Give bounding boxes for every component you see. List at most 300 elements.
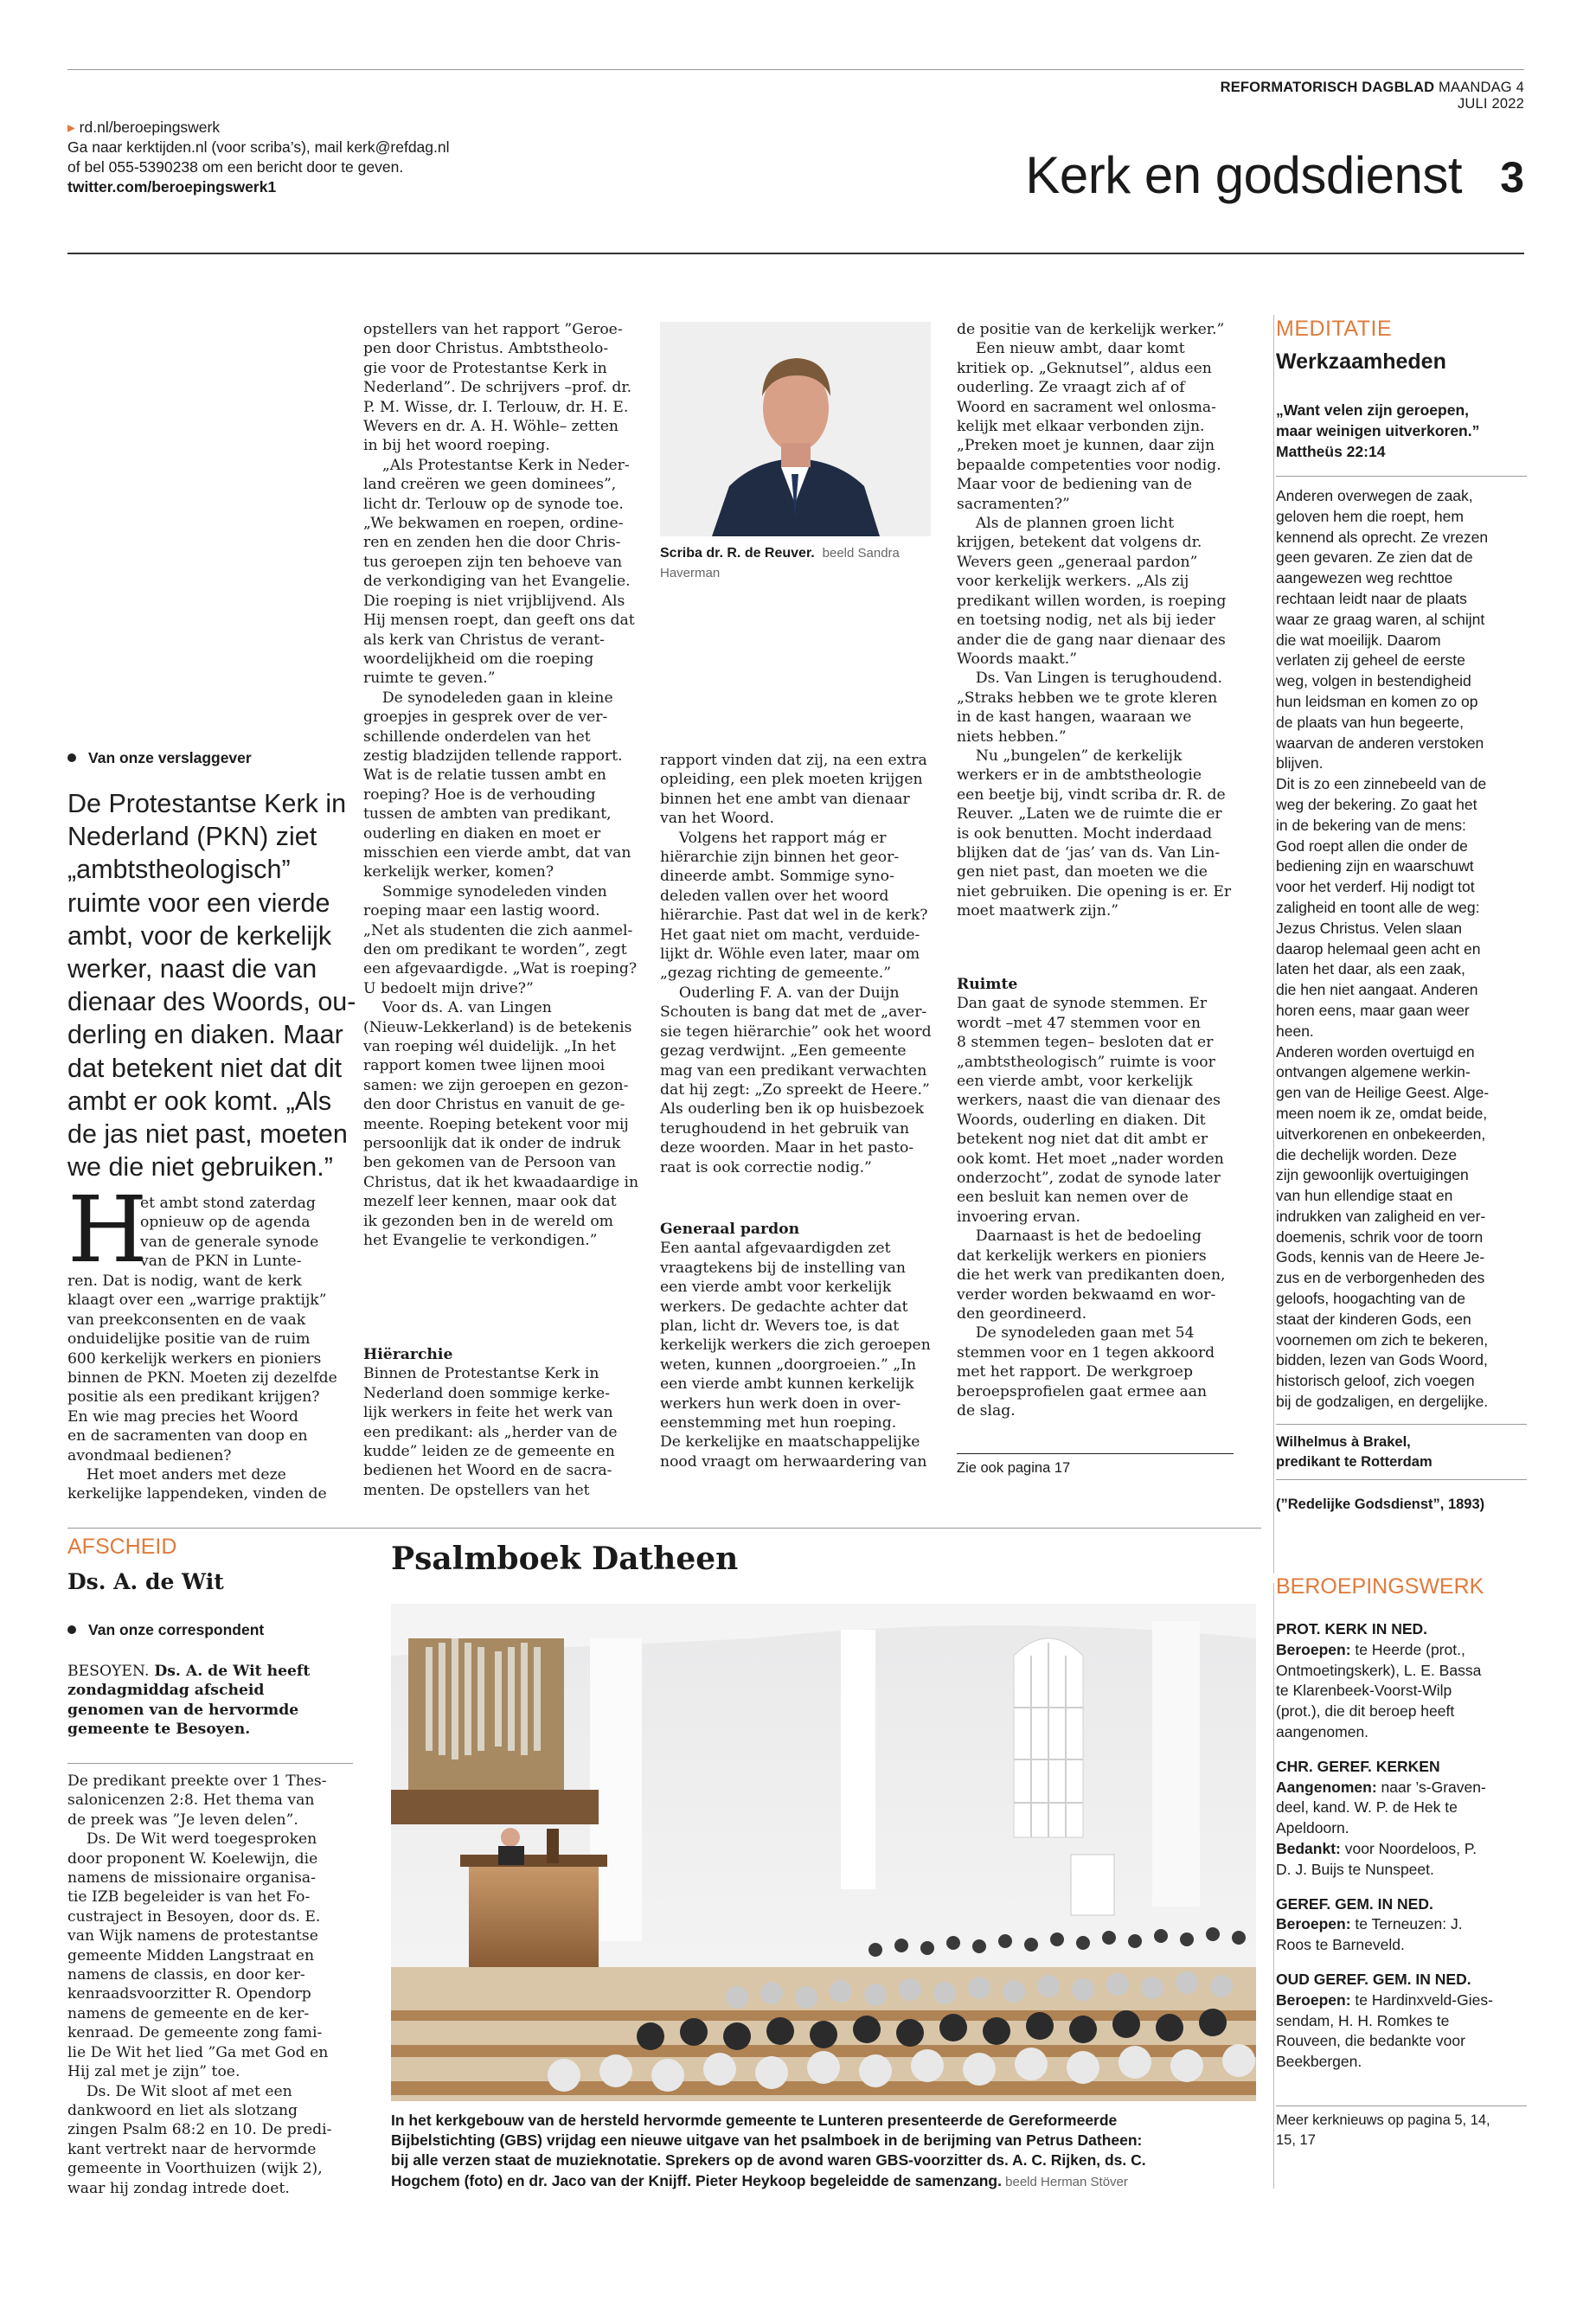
meditatie-line: Gods, kennis van de Heere Je-	[1276, 1248, 1485, 1266]
text-line: De predikant preekte over 1 Thes-	[67, 1772, 327, 1790]
beroepingswerk-line: Ontmoetingskerk), L. E. Bassa	[1276, 1661, 1482, 1679]
text-line: met het rapport. De werkgroep	[957, 1363, 1193, 1381]
text-line: wordt –met 47 stemmen voor en	[957, 1014, 1201, 1032]
meditatie-line: geloofs, hoogachting van de	[1276, 1290, 1465, 1308]
meditatie-line: Jezus Christus. Velen slaan	[1276, 919, 1462, 937]
page-number: 3	[1500, 153, 1524, 202]
meditatie-line: daarop helemaal geen acht en	[1276, 939, 1481, 958]
meditatie-line: laten het daar, als een zaak,	[1276, 960, 1465, 978]
text-line: bedienen het Woord en de sacra-	[363, 1462, 612, 1480]
text-line: Volgens het rapport mág er	[660, 829, 887, 847]
text-line: namens de gemeente en de ker-	[67, 2004, 310, 2022]
masthead: REFORMATORISCH DAGBLAD	[1220, 80, 1435, 95]
text-line: deleden vallen over het woord	[660, 887, 889, 905]
article-column-4b	[957, 966, 1242, 1420]
text-line: klaagt over een „warrige praktijk”	[67, 1292, 327, 1310]
text-line: Nederland doen sommige kerke-	[363, 1384, 611, 1402]
contact-line-1: Ga naar kerktijden.nl (voor scriba’s), mail kerk@refdag.nl	[67, 138, 450, 156]
lead-line: „ambtstheologisch”	[67, 855, 291, 885]
text-line: van de generale synode	[140, 1233, 319, 1251]
text-line: Ds. De Wit werd toegesproken	[67, 1830, 317, 1849]
meditatie-line: zijn gewoonlijk overtuigingen	[1276, 1166, 1469, 1184]
text-line: licht dr. Terlouw op de synode toe.	[363, 495, 624, 513]
text-line: „Net als studenten die zich aanmel-	[363, 921, 633, 939]
text-line: ik gezonden ben in de wereld om	[363, 1212, 613, 1230]
text-line: niet gebruiken. Die opening is er. Er	[957, 882, 1232, 901]
meditatie-line: weg, volgen in bestendigheid	[1276, 672, 1471, 690]
church-name: GEREF. GEM. IN NED.	[1276, 1894, 1433, 1913]
text-line: beroepsprofielen gaat ermee aan	[957, 1382, 1208, 1400]
text-line: werkers. De gedachte achter dat	[660, 1298, 908, 1316]
text-line: werkers, naast die van dienaar des	[957, 1092, 1221, 1110]
meditatie-line: ontvangen algemene werkin-	[1276, 1063, 1471, 1081]
meditatie-line: die dechelijk worden. Deze	[1276, 1145, 1458, 1163]
meditatie-line: van hun ellendige staat en	[1276, 1187, 1453, 1205]
text-line: ander die de gang naar dienaar des	[957, 631, 1226, 649]
meditatie-line: historisch geloof, zich voegen	[1276, 1372, 1475, 1390]
text-line: lijk werkers in feite het werk van	[363, 1404, 613, 1422]
text-line: „gezag richting de gemeente.”	[660, 965, 892, 983]
meditatie-line: voor het verderf. Hij nodigt tot	[1276, 878, 1475, 896]
text-line: in bij het woord roeping.	[363, 437, 550, 455]
text-line: een besluit kan nemen over de	[957, 1189, 1189, 1207]
meditatie-line: zaligheid en toont alle de weg:	[1276, 898, 1480, 916]
text-line: U bedoelt mijn drive?”	[363, 979, 534, 997]
meditatie-line: Anderen overwegen de zaak,	[1276, 487, 1473, 504]
text-line: „Preken moet je kunnen, daar zijn	[957, 437, 1215, 455]
lead-line: dat betekent niet dat dit	[67, 1053, 343, 1083]
lead-line: we die niet gebruiken.”	[67, 1152, 333, 1183]
text-line: den geordineerd.	[957, 1304, 1087, 1323]
text-line: roeping maar een lastig woord.	[363, 902, 600, 920]
text-line: et ambt stond zaterdag	[140, 1195, 316, 1212]
text-line: dat kerkelijk werkers en pioniers	[957, 1247, 1207, 1265]
lead-line: Nederland (PKN) ziet	[67, 822, 317, 852]
text-line: dankwoord en liet als slotzang	[67, 2101, 298, 2119]
afscheid-byline: Van onze correspondent	[67, 1621, 264, 1639]
lead-line: de jas niet past, moeten	[67, 1119, 348, 1150]
text-line: vraagtekens bij de instelling van	[660, 1259, 906, 1277]
text-line: een vierde ambt kunnen kerkelijk	[660, 1375, 914, 1394]
meditatie-line: weg der bekering. Zo gaat het	[1276, 795, 1477, 813]
text-line: Maar voor de bediening van de	[957, 476, 1193, 494]
text-line: binnen de PKN. Moeten zij dezelfde	[67, 1369, 337, 1388]
text-line: rapport komen twee lijnen mooi	[363, 1057, 606, 1075]
text-line: ren en zenden hen die door Chris-	[363, 534, 621, 552]
text-line: van preekconsenten en de vaak	[67, 1311, 306, 1329]
text-line: kritiek op. „Geknutsel”, aldus een	[957, 359, 1212, 377]
text-line: ben gekomen van de Persoon van	[363, 1154, 617, 1172]
text-line: kudde” leiden ze de gemeente en	[363, 1443, 615, 1461]
article-column-3	[660, 751, 937, 1177]
afscheid-lead: BESOYEN. Ds. A. de Wit heeft zondagmiddag afscheid genomen van de hervormde gemeente te Besoyen.	[67, 1662, 353, 1740]
text-line: van de PKN in Lunte-	[140, 1253, 302, 1271]
beroepingswerk-label: BEROEPINGSWERK	[1276, 1574, 1484, 1599]
text-line: ouderling en diaken en moet er	[363, 824, 601, 843]
meditatie-line: waar ze graag waren, al schijnt	[1276, 610, 1485, 628]
meditatie-line: bij de godzaligen, en dergelijke.	[1276, 1393, 1489, 1411]
text-line: die het werk van predikanten doen,	[957, 1266, 1226, 1285]
meditatie-author: Wilhelmus à Brakel, predikant te Rotterdam	[1276, 1434, 1433, 1470]
text-line: Hij mensen roept, dan geeft ons dat	[363, 612, 635, 630]
beroepingswerk-line: (prot.), die dit beroep heeft	[1276, 1702, 1455, 1721]
afscheid-lead-rule	[67, 1763, 353, 1764]
lead-line: zondagmiddag afscheid	[67, 1682, 265, 1700]
text-line: „Straks hebben we te grote kleren	[957, 689, 1218, 707]
text-line: De kerkelijke en maatschappelijke	[660, 1433, 920, 1452]
beroepingswerk-line: Bedankt: voor Noordeloos, P.	[1276, 1839, 1477, 1857]
text-line: kerkelijke lappendeken, vinden de	[67, 1485, 327, 1503]
text-line: P. M. Wisse, dr. I. Terlouw, dr. H. E.	[363, 398, 629, 416]
article-column-1	[67, 1272, 353, 1504]
text-line: kerkelijk werker, komen?	[363, 863, 554, 881]
text-line: gezag verdwijnt. „Een gemeente	[660, 1042, 907, 1061]
text-line: zingen Psalm 68:2 en 10. De predi-	[67, 2121, 332, 2139]
text-line: sie tegen hiërarchie” ook het woord	[660, 1022, 932, 1041]
meditatie-source-rule	[1276, 1479, 1527, 1480]
beroepingswerk-line: Apeldoorn.	[1276, 1819, 1349, 1837]
text-line: kant vertrekt naar de hervormde	[67, 2140, 317, 2158]
text-line: lie De Wit het lied ”Ga met God en	[67, 2043, 329, 2061]
caption-line: In het kerkgebouw van de hersteld hervormde gemeente te Lunteren presenteerde de Gereformeerde	[391, 2112, 1118, 2129]
text-line: de positie van de kerkelijk werker.”	[957, 321, 1225, 338]
afscheid-body	[67, 1772, 353, 2198]
text-line: Woords maakt.”	[957, 650, 1078, 668]
text-line: Binnen de Protestantse Kerk in	[363, 1365, 599, 1383]
meditatie-line: in de bekering van de mens:	[1276, 816, 1466, 834]
meditatie-line: heen.	[1276, 1022, 1314, 1040]
text-line: tie IZB begeleider is van het Fo-	[67, 1888, 311, 1907]
text-line: de preek was ”Je leven delen”.	[67, 1811, 298, 1829]
lead-line: genomen van de hervormde	[67, 1701, 299, 1719]
portrait-photo	[660, 322, 931, 536]
portrait-caption: Scriba dr. R. de Reuver. beeld Sandra Haverman	[660, 546, 900, 580]
contact-line-2: of bel 055-5390238 om een bericht door te geven.	[67, 158, 404, 176]
subhead-ruimte: Ruimte	[957, 976, 1018, 993]
text-line: persoonlijk dat ik onder de indruk	[363, 1135, 621, 1153]
text-line: terughoudend in het gebruik van	[660, 1119, 910, 1138]
text-line: mezelf leer kennen, maar ook dat	[363, 1193, 617, 1211]
text-line: dineerde ambt. Sommige syno-	[660, 868, 894, 886]
text-line: Ouderling F. A. van der Duijn	[660, 984, 900, 1002]
text-line: zestig bladzijden tellende rapport.	[363, 747, 623, 765]
text-line: samen: we zijn geroepen en gezon-	[363, 1076, 629, 1094]
psalmboek-caption	[391, 2111, 1256, 2192]
beroepingswerk-line: D. J. Buijs te Nunspeet.	[1276, 1860, 1434, 1878]
meditatie-line: bediening zijn en waarschuwt	[1276, 857, 1474, 875]
text-line: ook komt. Het moet „nader worden	[957, 1150, 1224, 1168]
beroepingswerk-line: Aangenomen: naar ’s-Graven-	[1276, 1778, 1486, 1796]
text-line: Woord en sacrament wel onlosma-	[957, 398, 1216, 416]
text-line: ren. Dat is nodig, want de kerk	[67, 1272, 302, 1290]
lead-line: derling en diaken. Maar	[67, 1020, 343, 1050]
text-line: gemeente in Voorthuizen (wijk 2),	[67, 2160, 323, 2178]
meditatie-line: voornemen om zich te bekeren,	[1276, 1330, 1489, 1349]
text-line: pen door Christus. Ambtstheolo-	[363, 340, 609, 358]
beroepingswerk-line: Beroepen: te Heerde (prot.,	[1276, 1640, 1465, 1658]
text-line: Reuver. „Laten we de ruimte die er	[957, 805, 1222, 824]
meditatie-line: Anderen worden overtuigd en	[1276, 1042, 1475, 1061]
text-line: invoering ervan.	[957, 1208, 1080, 1226]
text-line: Het moet anders met deze	[67, 1466, 286, 1484]
text-line: kenraad. De gemeente zong fami-	[67, 2024, 323, 2042]
text-line: waar hij zondag intrede doet.	[67, 2179, 290, 2197]
meditatie-author-rule	[1276, 1424, 1527, 1425]
text-line: moet maatwerk zijn.”	[957, 902, 1119, 920]
text-line: nood vraagt om herwaardering van	[660, 1452, 927, 1471]
text-line: Als ouderling ben ik op huisbezoek	[660, 1100, 925, 1118]
text-line: 8 stemmen tegen– besloten dat er	[957, 1034, 1214, 1052]
text-line: een vierde ambt voor kerkelijk	[660, 1279, 892, 1297]
issue-date: MAANDAG 4 JULI 2022	[1439, 80, 1524, 112]
beroepingswerk-line: Beekbergen.	[1276, 2053, 1362, 2071]
text-line: avondmaal bedienen?	[67, 1446, 232, 1465]
meditatie-line: geen gevaren. Ze zien dat de	[1276, 548, 1473, 567]
portrait-image	[660, 322, 931, 536]
meditatie-line: uitverkorenen en onbekeerden,	[1276, 1125, 1486, 1143]
text-line: namens de classis, en door ker-	[67, 1966, 305, 1984]
text-line: menten. De opstellers van het	[363, 1481, 590, 1499]
top-rule	[67, 69, 1524, 70]
text-line: krijgen, betekent dat volgens dr.	[957, 534, 1202, 552]
meditatie-line: meen noem ik ze, omdat beide,	[1276, 1104, 1488, 1122]
text-line: lijkt dr. Wöhle even later, maar om	[660, 945, 920, 964]
caption-line: Bijbelstichting (GBS) vrijdag een nieuwe uitgave van het psalmboek in de berijming van Petrus Datheen:	[391, 2131, 1143, 2150]
text-line: van roeping wél duidelijk. „In het	[363, 1038, 616, 1056]
afscheid-title: Ds. A. de Wit	[67, 1569, 224, 1594]
text-line: salonicenzen 2:8. Het thema van	[67, 1791, 315, 1810]
text-line: in de kast hangen, waaraan we	[957, 708, 1192, 727]
psalmboek-title: Psalmboek Datheen	[391, 1541, 739, 1577]
text-line: verder worden bekwaamd en wor-	[957, 1285, 1216, 1304]
text-line: „We bekwamen en roepen, ordine-	[363, 515, 624, 533]
text-line: een vierde ambt, voor kerkelijk	[957, 1073, 1193, 1091]
beroepingswerk-line: aangenomen.	[1276, 1722, 1369, 1740]
afscheid-label: AFSCHEID	[67, 1535, 177, 1559]
text-line: het Evangelie te verkondigen.”	[363, 1232, 598, 1250]
beroepingswerk-link[interactable]: rd.nl/beroepingswerk	[79, 119, 221, 136]
lead-line: dienaar des Woords, ou-	[67, 987, 356, 1017]
beroepingswerk-line: sendam, H. H. Romkes te	[1276, 2011, 1450, 2029]
text-line: betekent nog niet dat dit ambt er	[957, 1131, 1208, 1149]
lower-section-rule	[67, 1528, 1261, 1529]
text-line: land creëren we geen dominees”,	[363, 476, 617, 494]
masthead-line	[1194, 80, 1524, 112]
article-column-3b	[660, 1211, 937, 1471]
text-line: woordelijkheid om die roeping	[363, 650, 594, 668]
text-line: Woords, ouderling en diaken. Dit	[957, 1111, 1206, 1129]
article-column-2	[363, 320, 640, 1251]
text-line: kenraadsvoorzitter R. Opendorp	[67, 1985, 311, 2003]
text-line: groepjes in gesprek over de ver-	[363, 708, 608, 727]
text-line: tus geroepen zijn ten behoeve van	[363, 553, 623, 571]
text-line: Als de plannen groen licht	[957, 515, 1175, 533]
text-line: (Nieuw-Lekkerland) is de betekenis	[363, 1018, 632, 1036]
meditatie-line: hun leidsman en komen zo op	[1276, 692, 1478, 710]
text-line: dat hij zegt: „Zo spreekt de Heere.”	[660, 1080, 930, 1099]
see-also-rule	[957, 1453, 1234, 1454]
meditatie-line: die wat moeilijk. Daarom	[1276, 631, 1441, 649]
text-line: ruimte te geven.”	[363, 670, 496, 688]
lead-line: gemeente te Besoyen.	[67, 1721, 251, 1739]
article-lead	[67, 787, 356, 1183]
text-line: Het gaat niet om macht, verduide-	[660, 926, 920, 944]
text-line: Dan gaat de synode stemmen. Er	[957, 995, 1208, 1013]
text-line: Wevers en dr. A. H. Wöhle– zetten	[363, 418, 619, 436]
dropcap: H	[67, 1176, 148, 1283]
meditatie-quote: „Want velen zijn geroepen, maar weinigen uitverkoren.” Mattheüs 22:14	[1276, 401, 1480, 460]
beroepingswerk-section	[1276, 1970, 1527, 2073]
text-line: custraject in Besoyen, door ds. E.	[67, 1907, 321, 1926]
text-line: hiërarchie zijn binnen het geor-	[660, 849, 900, 867]
lead-line: werker, naast die van	[67, 954, 317, 984]
text-line: schillende onderdelen van het	[363, 727, 591, 746]
text-line: Daarnaast is het de bedoeling	[957, 1227, 1202, 1246]
meditatie-source: (”Redelijke Godsdienst”, 1893)	[1276, 1497, 1485, 1512]
text-line: „ambtstheologisch” ruimte is voor	[957, 1053, 1215, 1071]
text-line: eenstemming met hun roeping.	[660, 1414, 897, 1433]
text-line: den om predikant te worden”, zegt	[363, 941, 627, 958]
text-line: werkers hun werk doen in over-	[660, 1394, 901, 1413]
text-line: De synodeleden gaan in kleine	[363, 689, 613, 707]
bullet-icon	[67, 753, 76, 762]
text-line: En wie mag precies het Woord	[67, 1407, 298, 1426]
beroepingswerk-line: deel, kand. W. P. de Hek te	[1276, 1798, 1458, 1817]
beroepingswerk-section	[1276, 1757, 1527, 1881]
text-line: weten, kunnen „doorgroeien.” „In	[660, 1356, 917, 1374]
text-line: niets hebben.”	[957, 727, 1067, 746]
text-line: als kerk van Christus de verant-	[363, 631, 605, 649]
text-line: Wevers geen „generaal pardon”	[957, 553, 1198, 571]
text-line: onderzocht”, zodat de synode later	[957, 1170, 1221, 1188]
text-line: De synodeleden gaan met 54	[957, 1324, 1195, 1343]
section-title: Kerk en godsdienst	[1025, 146, 1462, 204]
text-line: plan, licht dr. Wevers toe, is dat	[660, 1317, 900, 1336]
text-line: Nu „bungelen” de kerkelijk	[957, 747, 1183, 765]
meditatie-line: bidden, lezen van Gods Woord,	[1276, 1351, 1488, 1369]
church-name: CHR. GEREF. KERKEN	[1276, 1757, 1440, 1775]
text-line: misschien een vierde ambt, dat van	[363, 843, 631, 862]
meditatie-line: Dit is zo een zinnebeeld van de	[1276, 775, 1487, 793]
text-line: Ds. De Wit sloot af met een	[67, 2082, 292, 2100]
text-line: een predikant: als „herder van de	[363, 1423, 618, 1441]
see-also[interactable]: Zie ook pagina 17	[957, 1460, 1071, 1476]
text-line: Christus, dat ik het kwaadaardige in	[363, 1173, 639, 1191]
beroepingswerk-line: Roos te Barneveld.	[1276, 1936, 1405, 1954]
subhead-hierarchie: Hiërarchie	[363, 1346, 453, 1363]
text-line: is ook benutten. Mocht inderdaad	[957, 824, 1213, 843]
lead-line: ruimte voor een vierde	[67, 888, 330, 918]
arrow-icon: ▸	[67, 119, 75, 136]
beroepingswerk-section	[1276, 1894, 1527, 1956]
text-line: Schouten is bang dat met de „aver-	[660, 1003, 927, 1022]
meditatie-line: de plaats van hun begeerte,	[1276, 713, 1464, 731]
meditatie-line: doemenis, schrik voor de toorn	[1276, 1227, 1484, 1246]
meditatie-line: blijven.	[1276, 754, 1324, 772]
lead-line: ambt er ook komt. „Als	[67, 1086, 332, 1116]
meditatie-line: waarvan de anderen verstoken	[1276, 734, 1484, 752]
text-line: door proponent W. Koelewijn, die	[67, 1849, 318, 1868]
text-line: voor kerkelijk werkers. „Als zij	[957, 573, 1189, 591]
meditatie-label: MEDITATIE	[1276, 317, 1393, 341]
afscheid-place: BESOYEN.	[67, 1663, 150, 1680]
text-line: opnieuw op de agenda	[140, 1214, 311, 1232]
text-line: stemmen voor en 1 tegen akkoord	[957, 1343, 1215, 1362]
text-line: een beetje bij, vindt scriba dr. R. de	[957, 785, 1226, 804]
church-photo	[391, 1604, 1256, 2101]
twitter-link[interactable]: twitter.com/beroepingswerk1	[67, 178, 277, 195]
text-line: bepaalde competenties voor nodig.	[957, 456, 1221, 474]
lead-line: De Protestantse Kerk in	[67, 789, 347, 818]
text-line: Wat is de relatie tussen ambt en	[363, 766, 606, 785]
bullet-icon	[67, 1625, 76, 1634]
text-line: gemeente Midden Langstraat en	[67, 1946, 315, 1965]
beroepingswerk-line: Rouveen, die bedankte voor	[1276, 2032, 1465, 2050]
text-line: en de sacramenten van doop en	[67, 1427, 308, 1445]
meditatie-line: verlaten zij geheel de eerste	[1276, 651, 1465, 670]
meditatie-line: God roept allen die onder de	[1276, 836, 1468, 855]
text-line: binnen het ene ambt van dienaar	[660, 790, 910, 808]
text-line: deze woorden. Maar in het pasto-	[660, 1139, 914, 1157]
meditatie-title: Werkzaamheden	[1276, 349, 1446, 374]
meditatie-body	[1276, 486, 1535, 1413]
text-line: en toetsing nodig, net als bij ieder	[957, 612, 1215, 630]
text-line: roeping? Hoe is de verhouding	[363, 785, 596, 804]
text-line: de verkondiging van het Evangelie.	[363, 573, 631, 591]
photo-credit: beeld Herman Stöver	[1001, 2174, 1128, 2189]
text-line: rapport vinden dat zij, na een extra	[660, 752, 927, 769]
meditatie-line: horen eens, maar gaan weer	[1276, 1001, 1470, 1019]
text-line: namens de missionaire organisa-	[67, 1869, 316, 1888]
contact-block	[67, 118, 450, 197]
meditatie-line: rechtaan leidt naar de plaats	[1276, 589, 1467, 607]
text-line: 600 kerkelijk werkers en pioniers	[67, 1349, 322, 1368]
text-line: meente. Roeping betekent voor mij	[363, 1115, 629, 1133]
meditatie-line: indrukken van zaligheid en ver-	[1276, 1207, 1486, 1225]
text-line: mag van een predikant verwachten	[660, 1061, 927, 1080]
beroepingswerk-line: Beroepen: te Hardinxveld-Gies-	[1276, 1990, 1493, 2009]
dropcap-text	[140, 1194, 356, 1272]
meditatie-rule	[1276, 476, 1527, 477]
text-line: opstellers van het rapport ”Geroe-	[363, 321, 623, 338]
text-line: raat is ook correctie nodig.”	[660, 1158, 872, 1176]
meditatie-line: geloven hem die roept, hem	[1276, 507, 1464, 525]
beroepingswerk-divider	[1273, 1583, 1274, 2189]
text-line: van Wijk namens de protestantse	[67, 1927, 318, 1945]
text-line: blijken dat de ‘jas’ van ds. Van Lin-	[957, 843, 1221, 862]
text-line: Een nieuw ambt, daar komt	[957, 340, 1185, 358]
text-line: tussen de ambten van predikant,	[363, 805, 612, 824]
text-line: de slag.	[957, 1401, 1016, 1420]
meditatie-line: kennend als oprecht. Ze vrezen	[1276, 528, 1489, 546]
article-column-4	[957, 320, 1242, 921]
text-line: kerkelijk werkers die zich geroepen	[660, 1336, 931, 1355]
text-line: ouderling. Ze vraagt zich af of	[957, 379, 1185, 397]
text-line: Hij zal met je zijn” toe.	[67, 2063, 240, 2081]
text-line: werkers er in de ambtstheologie	[957, 766, 1202, 785]
beroepingswerk-section	[1276, 1619, 1527, 1743]
text-line: hiërarchie. Past dat wel in de kerk?	[660, 907, 928, 925]
text-line: kelijk met elkaar verbonden zijn.	[957, 418, 1205, 436]
text-line: den door Christus en vanuit de ge-	[363, 1096, 625, 1114]
text-line: Voor ds. A. van Lingen	[363, 999, 552, 1017]
meditatie-line: staat der kinderen Gods, een	[1276, 1310, 1471, 1328]
text-line: gen niet past, dan moeten we die	[957, 863, 1208, 881]
caption-line: bij alle verzen staat de muzieknotatie. Sprekers op de avond waren GBS-voorzitter ds. A. C. Rijken, ds. C.	[391, 2151, 1146, 2170]
more-news[interactable]: Meer kerknieuws op pagina 5, 14, 15, 17	[1276, 2112, 1490, 2148]
meditatie-line: zus en de verborgenheden des	[1276, 1269, 1485, 1287]
text-line: een afgevaardigde. „Wat is roeping?	[363, 960, 638, 978]
